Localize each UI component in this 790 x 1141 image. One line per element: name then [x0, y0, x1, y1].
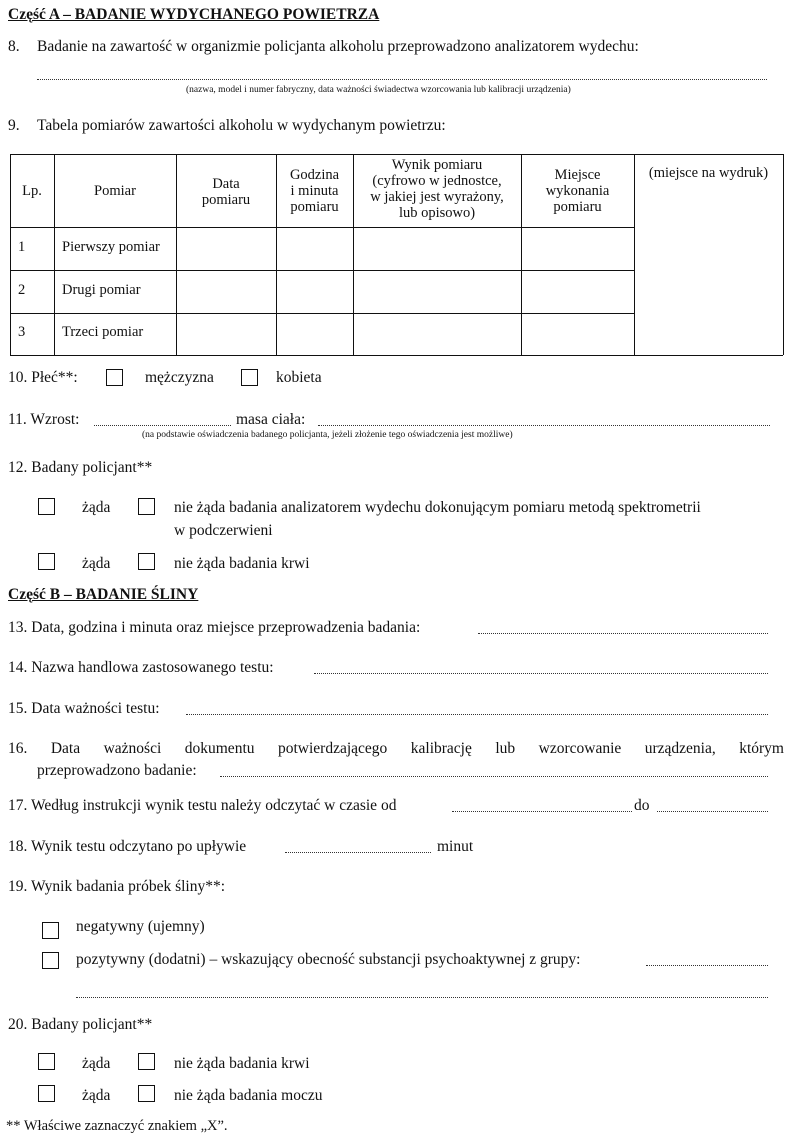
header-wydruk: (miejsce na wydruk)	[648, 165, 769, 181]
q13-field[interactable]	[478, 633, 768, 634]
q18-minutes-field[interactable]	[285, 852, 431, 853]
header-wynik-line3: w jakiej jest wyrażony,	[370, 189, 504, 205]
q12-demand-breath-checkbox[interactable]	[38, 498, 55, 515]
header-data	[176, 176, 276, 208]
q12-no-demand-breath-checkbox[interactable]	[138, 498, 155, 515]
positive-checkbox[interactable]	[42, 952, 59, 969]
female-checkbox[interactable]	[241, 369, 258, 386]
q20-no-demand-urine-label: nie żąda badania moczu	[174, 1087, 323, 1104]
header-wynik-line1: Wynik pomiaru	[391, 157, 483, 173]
row1-lp: 1	[18, 239, 26, 255]
q12-no-demand-breath-label-cont: w podczerwieni	[174, 522, 273, 539]
q10-label: 10. Płeć**:	[8, 369, 78, 386]
q18-unit: minut	[437, 838, 474, 855]
q14-label: 14. Nazwa handlowa zastosowanego testu:	[8, 659, 274, 676]
q9-text: Tabela pomiarów zawartości alkoholu w wydychanym powietrzu:	[37, 117, 446, 134]
q12-no-demand-blood-label: nie żąda badania krwi	[174, 555, 310, 572]
header-godzina-line1: Godzina	[289, 167, 340, 183]
q18-label: 18. Wynik testu odczytano po upływie	[8, 838, 247, 855]
q20-demand-blood-checkbox[interactable]	[38, 1053, 55, 1070]
q12-no-demand-blood-checkbox[interactable]	[138, 553, 155, 570]
row3-place-cell[interactable]	[522, 314, 633, 354]
q20-demand-blood-label: żąda	[82, 1055, 111, 1072]
mass-label: masa ciała:	[236, 411, 306, 428]
q17-to-label: do	[634, 797, 650, 814]
footnote: ** Właściwe zaznaczyć znakiem „X”.	[6, 1118, 228, 1134]
q8-analyzer-field[interactable]	[37, 79, 767, 80]
q20-no-demand-urine-checkbox[interactable]	[138, 1085, 155, 1102]
q20-no-demand-blood-label: nie żąda badania krwi	[174, 1055, 310, 1072]
row2-time-cell[interactable]	[277, 271, 352, 312]
row2-place-cell[interactable]	[522, 271, 633, 312]
row3-name: Trzeci pomiar	[62, 324, 144, 340]
height-field[interactable]	[94, 425, 231, 426]
q16-field[interactable]	[220, 776, 768, 777]
q12-no-demand-breath-label: nie żąda badania analizatorem wydechu dokonującym pomiaru metodą spektrometrii	[174, 499, 701, 516]
row1-date-cell[interactable]	[177, 228, 275, 269]
mass-field[interactable]	[318, 425, 770, 426]
header-miejsce-line2: wykonania	[545, 183, 610, 199]
q13-label: 13. Data, godzina i minuta oraz miejsce przeprowadzenia badania:	[8, 619, 421, 636]
header-data-line2: pomiaru	[201, 192, 251, 208]
header-wynik	[353, 157, 521, 221]
q12-demand-blood-checkbox[interactable]	[38, 553, 55, 570]
header-lp: Lp.	[22, 183, 42, 199]
negative-checkbox[interactable]	[42, 922, 59, 939]
header-wynik-line2: (cyfrowo w jednostce,	[372, 173, 502, 189]
q20-demand-urine-label: żąda	[82, 1087, 111, 1104]
q16-label-line1: 16. Data ważności dokumentu potwierdzającego kalibrację lub wzorcowanie urządzenia, którym	[8, 740, 784, 757]
row2-result-cell[interactable]	[354, 271, 520, 312]
q20-no-demand-blood-checkbox[interactable]	[138, 1053, 155, 1070]
row1-place-cell[interactable]	[522, 228, 633, 269]
q8-number: 8.	[8, 38, 20, 55]
q12-label: 12. Badany policjant**	[8, 459, 153, 476]
q20-demand-urine-checkbox[interactable]	[38, 1085, 55, 1102]
q12-demand-breath-label: żąda	[82, 499, 111, 516]
q19-label: 19. Wynik badania próbek śliny**:	[8, 878, 226, 895]
row1-name: Pierwszy pomiar	[62, 239, 160, 255]
measurement-table	[10, 154, 783, 355]
q14-field[interactable]	[314, 673, 768, 674]
substance-group-field[interactable]	[646, 965, 768, 966]
male-label: mężczyzna	[145, 369, 214, 386]
header-godzina	[276, 167, 353, 215]
header-godzina-line2: i minuta	[290, 183, 339, 199]
row2-date-cell[interactable]	[177, 271, 275, 312]
header-wynik-line4: lub opisowo)	[398, 205, 476, 221]
row2-name: Drugi pomiar	[62, 282, 141, 298]
row3-time-cell[interactable]	[277, 314, 352, 354]
substance-group-field-cont[interactable]	[76, 997, 768, 998]
header-miejsce-line3: pomiaru	[553, 199, 602, 215]
q15-field[interactable]	[186, 714, 768, 715]
q16-label-line2: przeprowadzono badanie:	[37, 762, 197, 779]
part-a-title: Część A – BADANIE WYDYCHANEGO POWIETRZA	[8, 6, 380, 23]
q17-to-field[interactable]	[657, 811, 768, 812]
q15-label: 15. Data ważności testu:	[8, 700, 160, 717]
header-miejsce-line1: Miejsce	[554, 167, 601, 183]
q17-label: 17. Według instrukcji wynik testu należy odczytać w czasie od	[8, 797, 397, 814]
q11-hint: (na podstawie oświadczenia badanego policjanta, jeżeli złożenie tego oświadczenia jest możliwe)	[142, 430, 513, 440]
q17-from-field[interactable]	[452, 811, 632, 812]
q20-label: 20. Badany policjant**	[8, 1016, 153, 1033]
q11-label: 11. Wzrost:	[8, 411, 80, 428]
q8-text: Badanie na zawartość w organizmie policjanta alkoholu przeprowadzono analizatorem wydechu:	[37, 38, 639, 55]
row1-time-cell[interactable]	[277, 228, 352, 269]
header-pomiar: Pomiar	[94, 183, 136, 199]
q9-number: 9.	[8, 117, 20, 134]
header-miejsce	[521, 167, 634, 215]
row3-lp: 3	[18, 324, 26, 340]
positive-label: pozytywny (dodatni) – wskazujący obecność substancji psychoaktywnej z grupy:	[76, 951, 581, 968]
header-godzina-line3: pomiaru	[290, 199, 339, 215]
row3-result-cell[interactable]	[354, 314, 520, 354]
header-data-line1: Data	[212, 176, 240, 192]
q8-hint: (nazwa, model i numer fabryczny, data ważności świadectwa wzorcowania lub kalibracji urządzenia)	[186, 85, 571, 95]
female-label: kobieta	[276, 369, 322, 386]
row3-date-cell[interactable]	[177, 314, 275, 354]
negative-label: negatywny (ujemny)	[76, 918, 205, 935]
male-checkbox[interactable]	[106, 369, 123, 386]
printout-area[interactable]	[635, 194, 782, 354]
part-b-title: Część B – BADANIE ŚLINY	[8, 586, 199, 603]
row1-result-cell[interactable]	[354, 228, 520, 269]
row2-lp: 2	[18, 282, 26, 298]
q12-demand-blood-label: żąda	[82, 555, 111, 572]
